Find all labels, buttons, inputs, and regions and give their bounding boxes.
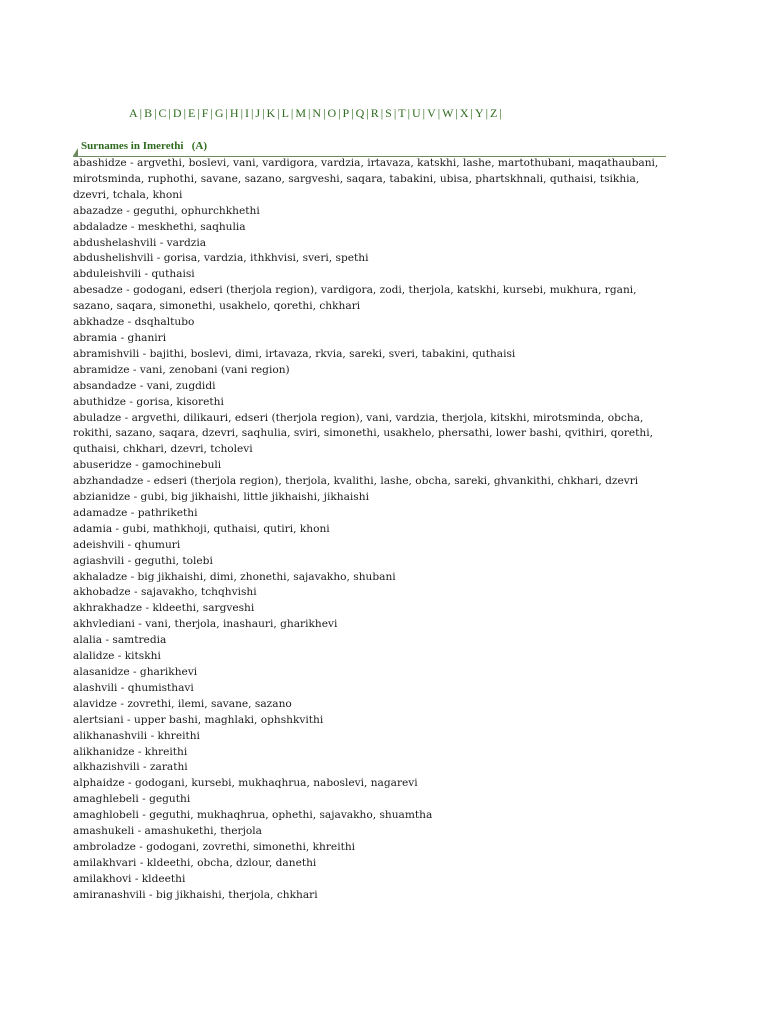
separator: | xyxy=(240,106,243,120)
list-item: alikhanashvili - khreithi xyxy=(73,729,200,742)
letter-link-j[interactable]: J xyxy=(255,106,261,120)
letter-link-m[interactable]: M xyxy=(295,106,306,120)
list-item: adeishvili - qhumuri xyxy=(73,538,181,551)
separator: | xyxy=(437,106,441,120)
letter-link-g[interactable]: G xyxy=(214,106,224,120)
letter-link-u[interactable]: U xyxy=(411,106,421,120)
list-item: abdushelashvili - vardzia xyxy=(73,236,207,249)
letter-link-a[interactable]: A xyxy=(129,106,138,120)
separator: | xyxy=(407,106,410,120)
separator: | xyxy=(290,106,294,120)
list-item: abesadze - godogani, edseri (therjola region), vardigora, zodi, therjola, katskhi, kursebi, mukhura, rgani, sazano, saqara, simonethi, usakhelo, qorethi, chkhari xyxy=(73,284,637,313)
list-item: alasanidze - gharikhevi xyxy=(73,666,198,678)
list-item: alphaidze - godogani, kursebi, mukhaqhrua, naboslevi, nagarevi xyxy=(73,777,418,790)
list-item: alavidze - zovrethi, ilemi, savane, sazano xyxy=(73,697,292,710)
list-item: abzianidze - gubi, big jikhaishi, little jikhaishi, jikhaishi xyxy=(73,491,369,504)
list-item: amashukeli - amashukethi, therjola xyxy=(73,825,262,838)
list-item: abramidze - vani, zenobani (vani region) xyxy=(73,363,290,376)
separator: | xyxy=(380,106,384,120)
list-item: amaghlebeli - geguthi xyxy=(73,793,191,806)
section-title-text: Surnames in Imerethi xyxy=(81,140,184,152)
separator: | xyxy=(139,106,143,120)
letter-link-i[interactable]: I xyxy=(245,106,249,120)
separator: | xyxy=(225,106,228,120)
list-item: abramia - ghaniri xyxy=(73,331,167,344)
surname-list xyxy=(73,156,673,904)
letter-link-b[interactable]: B xyxy=(144,106,153,120)
list-item: alikhanidze - khreithi xyxy=(73,745,188,758)
list-item: abdaladze - meskhethi, saqhulia xyxy=(73,220,246,233)
separator: | xyxy=(154,106,157,120)
list-item: abuthidze - gorisa, kisorethi xyxy=(73,395,224,408)
separator: | xyxy=(251,106,254,120)
list-item: abzhandadze - edseri (therjola region), therjola, kvalithi, lashe, obcha, sareki, ghvankithi, chkhari, dzevri xyxy=(73,475,639,488)
separator: | xyxy=(366,106,369,120)
list-item: amiranashvili - big jikhaishi, therjola, chkhari xyxy=(73,888,318,901)
separator: | xyxy=(455,106,458,120)
list-item: absandadze - vani, zugdidi xyxy=(73,379,216,392)
separator: | xyxy=(183,106,186,120)
list-item: adamadze - pathrikethi xyxy=(73,506,198,519)
section-title xyxy=(81,140,207,152)
separator: | xyxy=(393,106,397,120)
list-item: abazadze - geguthi, ophurchkhethi xyxy=(73,204,260,217)
list-item: abdushelishvili - gorisa, vardzia, ithkhvisi, sveri, spethi xyxy=(73,252,369,265)
letter-link-w[interactable]: W xyxy=(442,106,454,120)
list-item: alalidze - kitskhi xyxy=(73,650,161,663)
separator: | xyxy=(210,106,213,120)
letter-link-f[interactable]: F xyxy=(201,106,209,120)
list-item: adamia - gubi, mathkhoji, quthaisi, qutiri, khoni xyxy=(73,522,330,535)
separator: | xyxy=(197,106,200,120)
list-item: abduleishvili - quthaisi xyxy=(73,268,195,281)
letter-link-n[interactable]: N xyxy=(312,106,322,120)
list-item: akhvlediani - vani, therjola, inashauri, gharikhevi xyxy=(73,618,338,631)
separator: | xyxy=(422,106,426,120)
letter-link-r[interactable]: R xyxy=(370,106,379,120)
separator: | xyxy=(470,106,473,120)
letter-link-e[interactable]: E xyxy=(188,106,196,120)
list-item: abuseridze - gamochinebuli xyxy=(73,459,222,472)
list-item: amaghlobeli - geguthi, mukhaqhrua, ophethi, sajavakho, shuamtha xyxy=(73,809,433,822)
list-item: abkhadze - dsqhaltubo xyxy=(73,316,195,329)
list-item: abuladze - argvethi, dilikauri, edseri (therjola region), vani, vardzia, therjola, kitskhi, mirotsminda, obcha, rokithi, sazano, saqara, dzevri, saqhulia, sviri, simonethi, usakhelo, phersathi, lower bashi, qvithiri, qorethi, quthaisi, chkhari, dzevri, tcholevi xyxy=(73,411,653,456)
separator: | xyxy=(499,106,502,120)
separator: | xyxy=(262,106,265,120)
triangle-icon xyxy=(73,148,78,156)
letter-link-q[interactable]: Q xyxy=(355,106,365,120)
list-item: akhobadze - sajavakho, tchqhvishi xyxy=(73,586,257,599)
list-item: ambroladze - godogani, zovrethi, simonethi, khreithi xyxy=(73,840,356,853)
separator: | xyxy=(485,106,489,120)
letter-link-o[interactable]: O xyxy=(327,106,337,120)
separator: | xyxy=(307,106,311,120)
letter-link-v[interactable]: V xyxy=(427,106,436,120)
list-item: alalia - samtredia xyxy=(73,634,167,647)
list-item: akhaladze - big jikhaishi, dimi, zhonethi, sajavakho, shubani xyxy=(73,570,396,583)
list-item: akhrakhadze - kldeethi, sargveshi xyxy=(73,602,255,615)
alphabet-nav xyxy=(128,106,503,121)
letter-link-z[interactable]: Z xyxy=(490,106,498,120)
separator: | xyxy=(351,106,354,120)
letter-link-y[interactable]: Y xyxy=(474,106,484,120)
letter-link-s[interactable]: S xyxy=(385,106,392,120)
separator: | xyxy=(168,106,171,120)
list-item: alashvili - qhumisthavi xyxy=(73,681,194,694)
list-item: abramishvili - bajithi, boslevi, dimi, irtavaza, rkvia, sareki, sveri, tabakini, quthaisi xyxy=(73,347,516,360)
list-item: alertsiani - upper bashi, maghlaki, ophshkvithi xyxy=(73,713,324,726)
separator: | xyxy=(323,106,326,120)
list-item: amilakhvari - kldeethi, obcha, dzlour, danethi xyxy=(73,856,317,869)
list-item: amilakhovi - kldeethi xyxy=(73,872,186,885)
letter-link-x[interactable]: X xyxy=(459,106,469,120)
letter-link-l[interactable]: L xyxy=(281,106,289,120)
letter-link-p[interactable]: P xyxy=(342,106,350,120)
separator: | xyxy=(277,106,280,120)
letter-link-d[interactable]: D xyxy=(172,106,182,120)
section-letter: (A) xyxy=(191,140,207,152)
separator: | xyxy=(338,106,341,120)
letter-link-k[interactable]: K xyxy=(266,106,276,120)
letter-link-t[interactable]: T xyxy=(398,106,406,120)
list-item: alkhazishvili - zarathi xyxy=(73,761,188,774)
letter-link-h[interactable]: H xyxy=(229,106,239,120)
letter-link-c[interactable]: C xyxy=(158,106,167,120)
list-item: agiashvili - geguthi, tolebi xyxy=(73,554,213,567)
section-header xyxy=(73,139,666,157)
list-item: abashidze - argvethi, boslevi, vani, vardigora, vardzia, irtavaza, katskhi, lashe, martothubani, maqathaubani, mirotsminda, ruphothi, savane, sazano, sargveshi, saqara, tabakini, ubisa, phartskhnali, quthaisi, tsikhia, dzevri, tchala, khoni xyxy=(73,157,659,201)
